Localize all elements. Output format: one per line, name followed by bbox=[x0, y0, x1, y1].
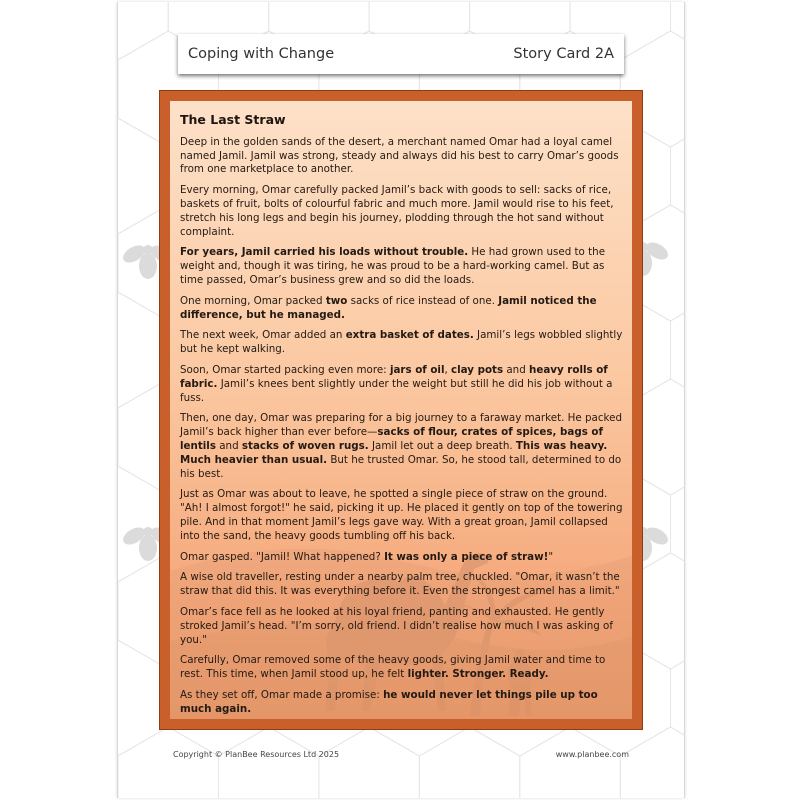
text-run: Then, one day, Omar was preparing for a big journey to a faraway market. He packed Jamil’s back higher than ever before— bbox=[180, 412, 622, 439]
story-paragraph bbox=[180, 571, 626, 599]
bold-text: stacks of woven rugs. bbox=[241, 439, 369, 452]
text-run: One morning, Omar packed bbox=[180, 294, 326, 307]
text-run: As they set off, Omar made a promise: bbox=[180, 688, 384, 701]
hexagon-shape bbox=[671, 2, 685, 60]
bold-text: he would never let things pile up too much again. bbox=[180, 688, 598, 715]
text-run: But he trusted Omar. So, he stood tall, determined to do his best. bbox=[180, 453, 622, 480]
story-paragraph bbox=[180, 606, 626, 647]
bold-text: For years, Jamil carried his loads without trouble. bbox=[180, 246, 469, 259]
story-paragraph bbox=[180, 654, 626, 682]
worksheet-header bbox=[178, 34, 624, 74]
hexagon-shape bbox=[671, 640, 685, 756]
bold-text: clay pots bbox=[451, 363, 504, 376]
story-paragraph bbox=[180, 551, 626, 565]
text-run: Jamil’s legs wobbled slightly but he kept walking. bbox=[180, 329, 623, 356]
text-run: He had grown used to the weight and, though it was tiring, he was proud to be a hard-working camel. But as time passed, Omar’s business grew and so did the loads. bbox=[180, 246, 606, 286]
story-card-frame bbox=[159, 90, 643, 730]
story-paragraph bbox=[180, 184, 626, 239]
bold-text: It was only a piece of straw! bbox=[384, 550, 549, 563]
text-run: Soon, Omar started packing even more: bbox=[180, 363, 390, 376]
text-run: Omar’s face fell as he looked at his loyal friend, panting and exhausted. He gently stroked Jamil’s head. "I’m sorry, old friend. I didn’t realise how much I was asking of you." bbox=[180, 605, 613, 646]
text-run: Deep in the golden sands of the desert, a merchant named Omar had a loyal camel named Jamil. Jamil was strong, steady and always did his best to carry Omar’s goods from one marketplace to another. bbox=[180, 135, 619, 176]
text-run: Jamil’s knees bent slightly under the weight but still he did his job without a fuss. bbox=[180, 377, 613, 404]
story-paragraph bbox=[180, 364, 626, 405]
worksheet-page bbox=[117, 2, 685, 798]
copyright-text: Copyright © PlanBee Resources Ltd 2025 bbox=[173, 750, 340, 759]
bold-text: lighter. Stronger. Ready. bbox=[407, 668, 549, 681]
hexagon-shape bbox=[671, 466, 685, 582]
text-run: Omar gasped. "Jamil! What happened? bbox=[180, 550, 385, 563]
hexagon-shape bbox=[671, 118, 685, 234]
bold-text: jars of oil bbox=[389, 363, 445, 376]
text-run: and bbox=[215, 439, 242, 452]
bold-text: This was heavy. Much heavier than usual. bbox=[180, 439, 608, 466]
hexagon-shape bbox=[671, 292, 685, 408]
worksheet-title: Coping with Change bbox=[188, 46, 335, 62]
story-content bbox=[180, 113, 626, 719]
bold-text: heavy rolls of fabric. bbox=[180, 363, 608, 390]
bold-text: two bbox=[325, 294, 348, 307]
hexagon-shape bbox=[219, 727, 319, 798]
text-run: A wise old traveller, resting under a nearby palm tree, chuckled. "Omar, it wasn’t the straw that did this. It was everything before it. Even the strongest camel has a limit." bbox=[180, 571, 620, 598]
hexagon-shape bbox=[118, 727, 219, 798]
hexagon-shape bbox=[118, 2, 168, 60]
story-paragraph bbox=[180, 136, 626, 177]
text-run: Carefully, Omar removed some of the heavy goods, giving Jamil water and time to rest. This time, when Jamil stood up, he felt bbox=[180, 654, 606, 681]
bold-text: Jamil noticed the difference, but he managed. bbox=[180, 294, 597, 321]
text-run: The next week, Omar added an bbox=[180, 329, 346, 342]
story-paragraph bbox=[180, 246, 626, 287]
story-paragraph bbox=[180, 488, 626, 543]
story-paragraph bbox=[180, 412, 626, 481]
text-run: , bbox=[444, 363, 452, 376]
story-paragraphs bbox=[180, 136, 626, 717]
website-link[interactable]: www.planbee.com bbox=[555, 750, 629, 759]
story-title: The Last Straw bbox=[180, 112, 286, 127]
text-run: Every morning, Omar carefully packed Jamil’s back with goods to sell: sacks of rice, baskets of fruit, bolts of colourful fabric and much more. Jamil would rise to his feet, stretch his long legs and begin his journey, plodding through the hot sand without complaint. bbox=[180, 184, 614, 238]
text-run: Just as Omar was about to leave, he spotted a single piece of straw on the ground. "Ah! I almost forgot!" he said, picking it up. He placed it gently on top of the towering pile. And in that moment Jamil’s legs gave way. With a great groan, Jamil collapsed into the sand, the heavy goods tumbling off his back. bbox=[180, 488, 623, 542]
story-paragraph bbox=[180, 689, 626, 717]
story-card-panel bbox=[170, 101, 632, 719]
hexagon-shape bbox=[520, 727, 621, 798]
text-run: sacks of rice instead of one. bbox=[347, 294, 499, 307]
bold-text: sacks of flour, crates of spices, bags of lentils bbox=[180, 426, 603, 452]
text-run: Jamil let out a deep breath. bbox=[368, 439, 516, 452]
story-paragraph bbox=[180, 295, 626, 323]
story-paragraph bbox=[180, 329, 626, 357]
text-run: and bbox=[503, 363, 530, 376]
hexagon-shape bbox=[620, 727, 684, 798]
bold-text: extra basket of dates. bbox=[345, 329, 474, 342]
story-card-label: Story Card 2A bbox=[513, 46, 614, 62]
hexagon-shape bbox=[419, 727, 519, 798]
text-run: " bbox=[548, 550, 554, 563]
hexagon-shape bbox=[319, 727, 420, 798]
